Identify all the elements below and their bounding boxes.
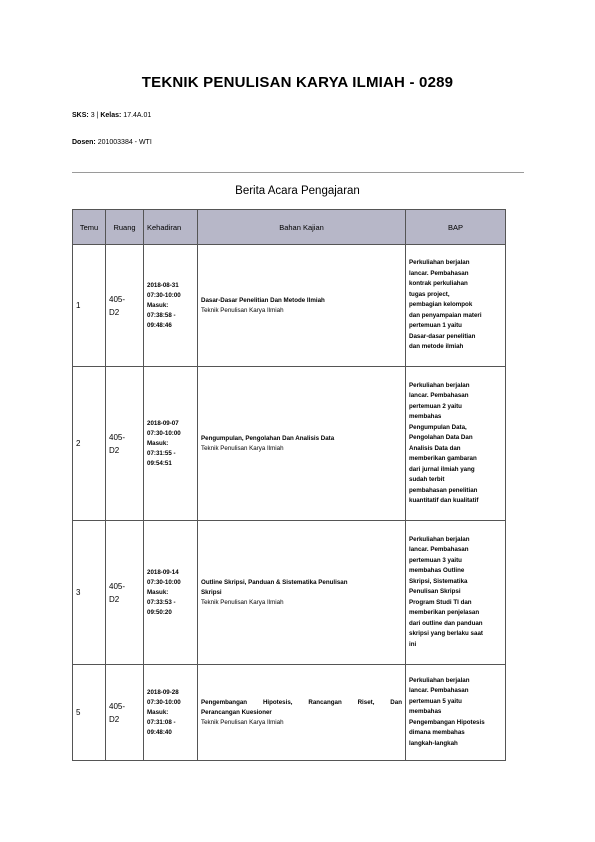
cell-line: Pengembangan Hipotesis, Rancangan Riset, Dan	[201, 698, 402, 706]
cell-line: memberikan gambaran	[409, 455, 477, 462]
cell-bap	[406, 521, 506, 665]
cell-line: lancar. Pembahasan	[409, 269, 469, 277]
meta-separator: |	[96, 112, 99, 119]
cell-line: 405-	[109, 432, 126, 442]
cell-line: Outline Skripsi, Panduan & Sistematika Penulisan	[201, 578, 348, 586]
cell-line: D2	[109, 714, 120, 724]
cell-line: dari jurnal ilmiah yang	[409, 465, 475, 473]
cell-line: Perkuliahan berjalan	[409, 381, 470, 389]
cell-line: 07:33:53 -	[147, 598, 176, 606]
cell-line: pertemuan 1 yaitu	[409, 322, 462, 330]
cell-line: Program Studi TI dan	[409, 598, 472, 606]
cell-line: ini	[409, 640, 417, 648]
cell-line: Skripsi, Sistematika	[409, 577, 468, 585]
cell-line: Masuk:	[147, 301, 169, 309]
cell-kehadiran	[144, 245, 198, 367]
cell-line: lancar. Pembahasan	[409, 546, 469, 554]
sks-label: SKS:	[72, 112, 89, 119]
course-meta	[72, 112, 151, 119]
section-title: Berita Acara Pengajaran	[235, 185, 360, 197]
cell-line: Teknik Penulisan Karya Ilmiah	[201, 718, 284, 726]
cell-line: kuantitatif dan kualitatif	[409, 497, 479, 504]
cell-bap	[406, 665, 506, 761]
cell-line: dan metode ilmiah	[409, 343, 464, 351]
cell-line: Dasar-Dasar Penelitian Dan Metode Ilmiah	[201, 296, 325, 304]
cell-bap	[406, 245, 506, 367]
cell-line: 2018-09-28	[147, 688, 179, 696]
table-row	[73, 521, 506, 665]
cell-line: langkah-langkah	[409, 739, 458, 747]
cell-line: Teknik Penulisan Karya Ilmiah	[201, 598, 284, 606]
cell-line: 09:50:20	[147, 608, 172, 616]
header-bahan-kajian: Bahan Kajian	[198, 210, 406, 245]
cell-ruang	[106, 665, 144, 761]
cell-line: pembagian kelompok	[409, 301, 473, 309]
cell-line: 07:31:55 -	[147, 449, 176, 457]
cell-line: 07:30-10:00	[147, 291, 181, 299]
cell-line: pertemuan 5 yaitu	[409, 697, 462, 705]
cell-line: skripsi yang berlaku saat	[409, 630, 483, 638]
dosen-value: 201003384 - WTI	[97, 139, 152, 146]
cell-line: D2	[109, 594, 120, 604]
cell-line: membahas Outline	[409, 567, 465, 575]
cell-ruang	[106, 245, 144, 367]
cell-line: Masuk:	[147, 439, 169, 447]
table-row	[73, 665, 506, 761]
table-row	[73, 367, 506, 521]
bap-table	[72, 209, 506, 761]
cell-line: pembahasan penelitian	[409, 486, 478, 494]
document-title: TEKNIK PENULISAN KARYA ILMIAH - 0289	[141, 74, 454, 91]
cell-line: 09:48:40	[147, 728, 172, 736]
cell-line: Analisis Data dan	[409, 444, 461, 452]
cell-line: Pengumpulan, Pengolahan Dan Analisis Data	[201, 434, 335, 442]
cell-line: memberikan penjelasan	[409, 609, 480, 617]
header-kehadiran: Kehadiran	[144, 210, 198, 245]
cell-line: 2018-08-31	[147, 281, 179, 289]
cell-temu: 3	[73, 521, 106, 665]
header-bap: BAP	[406, 210, 506, 245]
cell-line: tugas project,	[409, 290, 450, 298]
cell-line: 405-	[109, 701, 126, 711]
cell-line: D2	[109, 445, 120, 455]
cell-line: Teknik Penulisan Karya Ilmiah	[201, 306, 284, 314]
header-ruang: Ruang	[106, 210, 144, 245]
cell-line: dan penyampaian materi	[409, 311, 482, 319]
cell-line: 09:48:46	[147, 321, 172, 329]
cell-line: sudah terbit	[409, 476, 445, 483]
cell-ruang	[106, 367, 144, 521]
cell-bap	[406, 367, 506, 521]
cell-bahan-kajian	[198, 521, 406, 665]
lecturer-meta	[72, 139, 152, 146]
table-header-row	[73, 210, 506, 245]
cell-line: Pengumpulan Data,	[409, 423, 467, 431]
cell-line: 07:30-10:00	[147, 698, 181, 706]
cell-line: 09:54:51	[147, 459, 172, 467]
cell-line: dari outline dan panduan	[409, 619, 483, 627]
cell-line: lancar. Pembahasan	[409, 392, 469, 399]
header-temu: Temu	[73, 210, 106, 245]
cell-line: Masuk:	[147, 708, 169, 716]
cell-line: 07:30-10:00	[147, 429, 181, 437]
cell-kehadiran	[144, 665, 198, 761]
cell-line: Pengolahan Data Dan	[409, 434, 473, 441]
cell-line: Penulisan Skripsi	[409, 588, 461, 596]
cell-ruang	[106, 521, 144, 665]
cell-line: Perancangan Kuesioner	[201, 708, 272, 716]
dosen-label: Dosen:	[72, 139, 96, 146]
cell-temu: 5	[73, 665, 106, 761]
cell-line: Perkuliahan berjalan	[409, 259, 470, 267]
cell-line: Perkuliahan berjalan	[409, 535, 470, 543]
cell-temu: 1	[73, 245, 106, 367]
cell-line: Pengembangan Hipotesis	[409, 718, 485, 726]
cell-kehadiran	[144, 521, 198, 665]
cell-bahan-kajian	[198, 245, 406, 367]
cell-line: 2018-09-14	[147, 568, 179, 576]
cell-bahan-kajian	[198, 367, 406, 521]
cell-line: D2	[109, 307, 120, 317]
cell-line: membahas	[409, 413, 442, 420]
cell-line: 07:30-10:00	[147, 578, 181, 586]
cell-line: pertemuan 2 yaitu	[409, 402, 462, 410]
cell-line: 07:38:58 -	[147, 311, 176, 319]
divider	[72, 172, 524, 173]
cell-line: Teknik Penulisan Karya Ilmiah	[201, 444, 284, 452]
cell-line: kontrak perkuliahan	[409, 280, 468, 288]
cell-line: 405-	[109, 581, 126, 591]
table-row	[73, 245, 506, 367]
sks-value: 3	[90, 112, 95, 119]
kelas-value: 17.4A.01	[123, 112, 152, 119]
cell-line: lancar. Pembahasan	[409, 687, 469, 695]
cell-line: 2018-09-07	[147, 419, 179, 427]
kelas-label: Kelas:	[100, 112, 122, 119]
cell-bahan-kajian	[198, 665, 406, 761]
cell-temu: 2	[73, 367, 106, 521]
cell-line: Masuk:	[147, 588, 169, 596]
cell-line: Perkuliahan berjalan	[409, 676, 470, 684]
cell-line: Dasar-dasar penelitian	[409, 332, 476, 340]
cell-kehadiran	[144, 367, 198, 521]
cell-line: dimana membahas	[409, 729, 465, 737]
cell-line: Skripsi	[201, 588, 222, 596]
cell-line: 405-	[109, 294, 126, 304]
cell-line: 07:31:08 -	[147, 718, 176, 726]
cell-line: membahas	[409, 708, 442, 716]
cell-line: pertemuan 3 yaitu	[409, 556, 462, 564]
